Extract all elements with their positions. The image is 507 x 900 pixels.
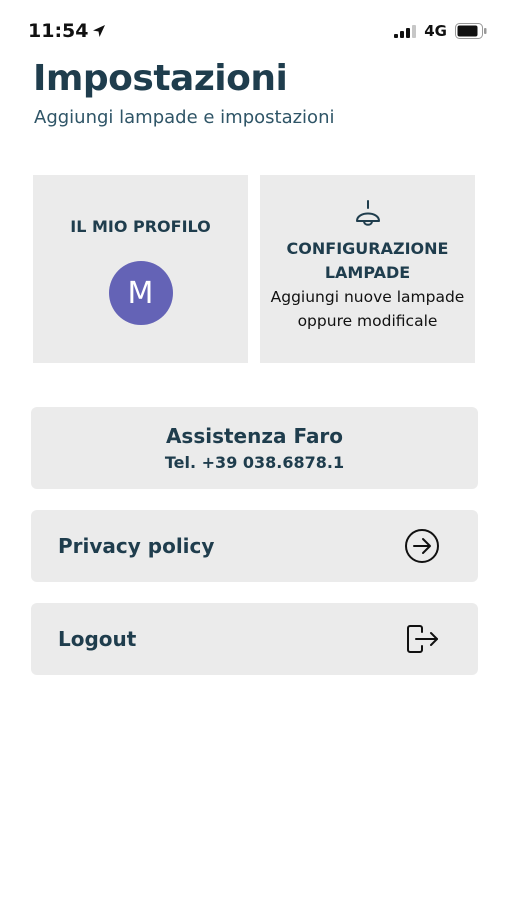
status-time [28,20,106,42]
lamp-configuration-desc-line1: Aggiungi nuove lampade [270,288,465,306]
support-title: Assistenza Faro [165,424,344,448]
privacy-policy-label: Privacy policy [58,534,215,558]
status-bar [0,0,507,60]
page-title: Impostazioni [33,58,288,99]
support-card[interactable] [31,407,478,489]
avatar-initial: M [127,275,154,311]
my-profile-tile[interactable] [33,175,248,363]
location-arrow-icon [92,24,106,38]
status-indicators [394,22,487,40]
signal-icon [394,24,416,38]
avatar [109,261,173,325]
privacy-policy-button[interactable] [31,510,478,582]
page-subtitle: Aggiungi lampade e impostazioni [34,107,335,128]
logout-label: Logout [58,627,137,651]
battery-icon [455,23,487,39]
support-phone[interactable]: Tel. +39 038.6878.1 [164,453,345,472]
lamp-configuration-heading-line2: LAMPADE [324,263,411,282]
logout-icon [406,624,440,654]
lamp-configuration-tile[interactable] [260,175,475,363]
logout-button[interactable] [31,603,478,675]
lamp-configuration-desc-line2: oppure modificale [297,312,438,330]
lamp-configuration-heading-line1: CONFIGURAZIONE [286,239,449,258]
network-label: 4G [424,22,447,40]
ceiling-lamp-icon [352,199,384,229]
time-label: 11:54 [28,20,89,42]
my-profile-heading: IL MIO PROFILO [70,217,211,236]
arrow-right-circle-icon [404,528,440,564]
